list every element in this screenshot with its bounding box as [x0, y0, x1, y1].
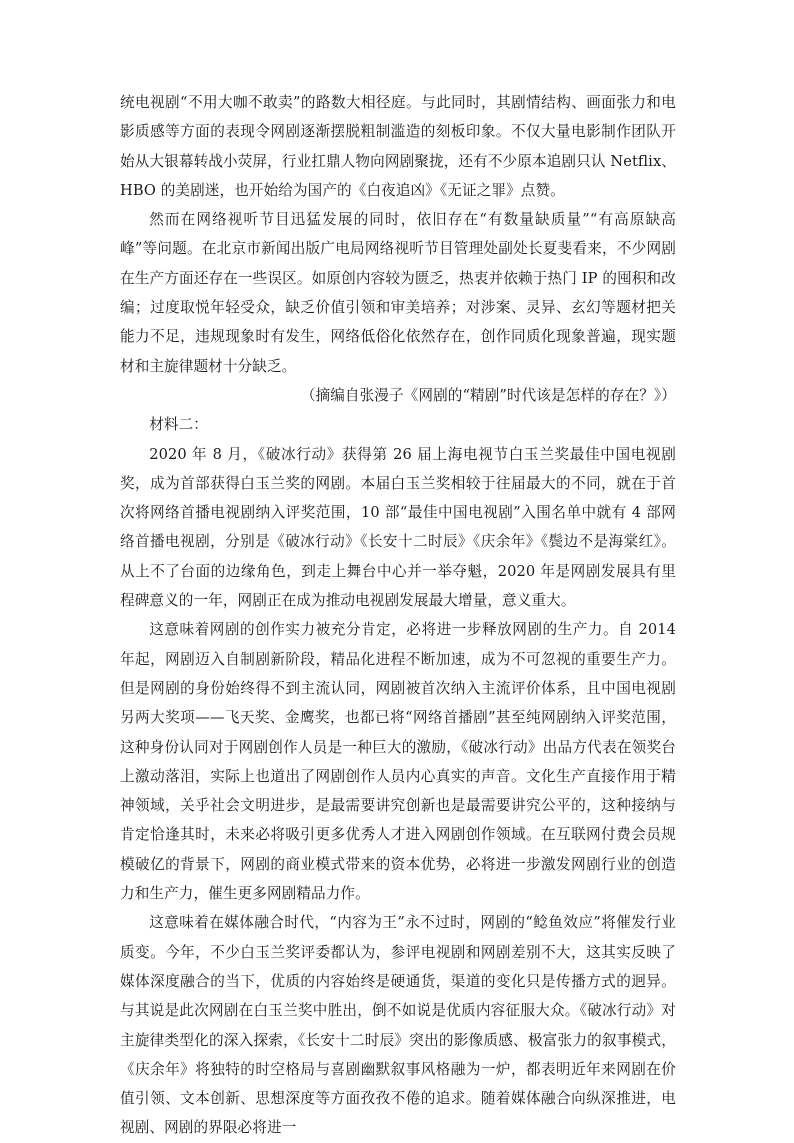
material-two-label: 材料二：: [149, 416, 208, 434]
paragraph-award: 2020 年 8 月，《破冰行动》获得第 26 届上海电视节白玉兰奖最佳中国电视剧奖，成为首部获得白玉兰奖的网剧。本届白玉兰奖相较于往届最大的不同，就在于首次将网络首播电视剧纳入评奖范围，10 部“最佳中国电视剧”入围名单中就有 4 部网络首播电视剧，分别是《破冰行动》《长安十二时辰》《庆余年》《鬓边不是海棠红》。从上不了台面的边缘角色，到走上舞台中心并一举夺魁，2020 年是网剧发展具有里程碑意义的一年，网剧正在成为推动电视剧发展最大增量，意义重大。: [120, 445, 676, 610]
paragraph-productivity: 这意味着网剧的创作实力被充分肯定，必将进一步释放网剧的生产力。自 2014 年起，网剧迈入自制剧新阶段，精品化进程不断加速，成为不可忽视的重要生产力。但是网剧的身份始终得不到主流认同，网剧被首次纳入主流评价体系，且中国电视剧另两大奖项——飞天奖、金鹰奖，也都已将“网络首播剧”甚至纯网剧纳入评奖范围，这种身份认同对于网剧创作人员是一种巨大的激励，《破冰行动》出品方代表在领奖台上激动落泪，实际上也道出了网剧创作人员内心真实的声音。文化生产直接作用于精神领域，关乎社会文明进步，是最需要讲究创新也是最需要讲究公平的，这种接纳与肯定恰逢其时，未来必将吸引更多优秀人才进入网剧创作领域。在互联网付费会员规模破亿的背景下，网剧的商业模式带来的资本优势，必将进一步激发网剧行业的创造力和生产力，催生更多网剧精品力作。: [120, 621, 676, 903]
paragraph-media-fusion: 这意味着在媒体融合时代，“内容为王”永不过时，网剧的“鲶鱼效应”将催发行业质变。今年，不少白玉兰奖评委都认为，参评电视剧和网剧差别不大，这其实反映了媒体深度融合的当下，优质的内容始终是硬通货，渠道的变化只是传播方式的迥异。与其说是此次网剧在白玉兰奖中胜出，倒不如说是优质内容征服大众。《破冰行动》对主旋律类型化的深入探索，《长安十二时辰》突出的影像质感、极富张力的叙事模式，《庆余年》将独特的时空格局与喜剧幽默叙事风格融为一炉，都表明近年来网剧在价值引领、文本创新、思想深度等方面孜孜不倦的追求。随着媒体融合向纵深推进，电视剧、网剧的界限必将进一: [120, 914, 676, 1137]
paragraph-continuation: 统电视剧“不用大咖不敢卖”的路数大相径庭。与此同时，其剧情结构、画面张力和电影质感等方面的表现令网剧逐渐摆脱粗制滥造的刻板印象。不仅大量电影制作团队开始从大银幕转战小荧屏，行业扛鼎人物向网剧聚拢，还有不少原本追剧只认 Netflix、HBO 的美剧迷，也开始给为国产的《白夜追凶》《无证之罪》点赞。: [120, 94, 676, 199]
source-citation: （摘编自张漫子《网剧的“精剧”时代该是怎样的存在？》）: [300, 386, 676, 404]
paragraph-network-problems: 然而在网络视听节目迅猛发展的同时，依旧存在“有数量缺质量”“有高原缺高峰”等问题。在北京市新闻出版广电局网络视听节目管理处副处长夏斐看来，不少网剧在生产方面还存在一些误区。如原创内容较为匮乏，热衷并依赖于热门 IP 的囤积和改编；过度取悦年轻受众，缺乏价值引领和审美培养；对涉案、灵异、玄幻等题材把关能力不足，违规现象时有发生，网络低俗化依然存在，创作同质化现象普遍，现实题材和主旋律题材十分缺乏。: [120, 211, 676, 375]
article-body: [120, 88, 676, 1143]
